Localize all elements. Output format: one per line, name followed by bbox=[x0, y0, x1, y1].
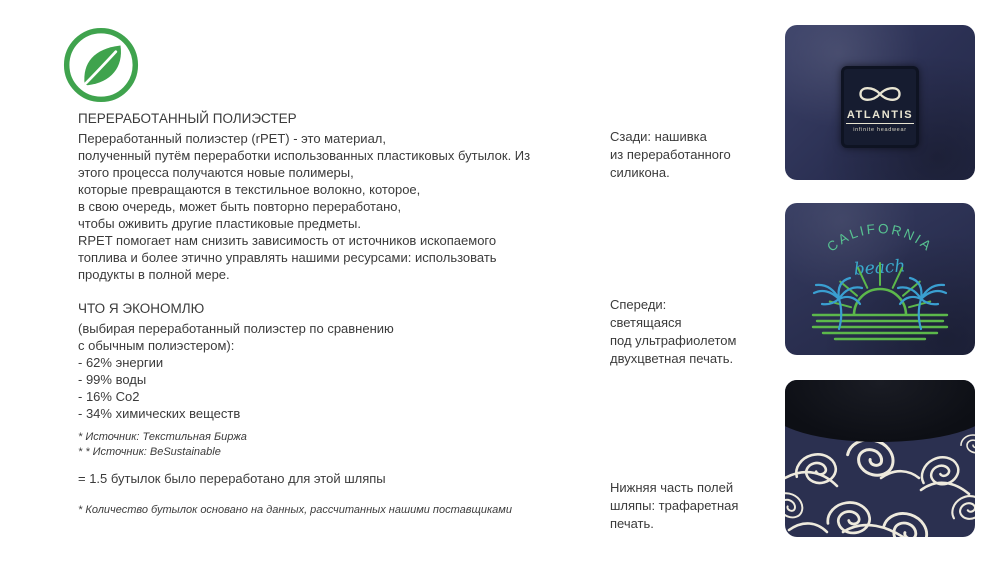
eco-leaf-logo-icon bbox=[62, 26, 140, 104]
annotation-brim-print bbox=[610, 479, 790, 533]
brand-tagline: infinite headwear bbox=[853, 127, 907, 134]
sun-icon bbox=[854, 289, 906, 315]
bottles-recycled-statement: = 1.5 бутылок было переработано для этой шляпы bbox=[78, 471, 386, 486]
leaf-icon bbox=[62, 26, 140, 104]
california-beach-print bbox=[795, 217, 965, 351]
annotation-back-patch bbox=[610, 128, 790, 182]
section-what-i-save bbox=[78, 300, 394, 422]
print-script-text: beach bbox=[853, 255, 907, 280]
atlantis-patch bbox=[841, 66, 919, 148]
text-line: из переработанного bbox=[610, 147, 731, 162]
text-line: печать. bbox=[610, 516, 654, 531]
text-line: (выбирая переработанный полиэстер по сравнению bbox=[78, 321, 394, 336]
text-line: под ультрафиолетом bbox=[610, 333, 737, 348]
section-title: ПЕРЕРАБОТАННЫЙ ПОЛИЭСТЕР bbox=[78, 111, 297, 126]
annotation-front-print bbox=[610, 296, 790, 368]
sun-rays bbox=[830, 263, 930, 307]
savings-item-co2: - 16% Co2 bbox=[78, 389, 140, 404]
source-footnotes bbox=[78, 430, 247, 460]
supplier-data-footnote: * Количество бутылок основано на данных, рассчитанных нашими поставщиками bbox=[78, 504, 512, 516]
text-line: Спереди: bbox=[610, 297, 667, 312]
print-arc-text: CALIFORNIA bbox=[824, 220, 936, 255]
text-line: Нижняя часть полей bbox=[610, 480, 734, 495]
infinity-icon bbox=[853, 81, 907, 107]
section-title: ЧТО Я ЭКОНОМЛЮ bbox=[78, 301, 205, 316]
section-recycled-polyester bbox=[78, 110, 530, 283]
text-line: полученный путём переработки использованных пластиковых бутылок. Из bbox=[78, 148, 531, 163]
text-line: чтобы оживить другие пластиковые предметы. bbox=[78, 216, 361, 231]
text-line: светящаяся bbox=[610, 315, 682, 330]
text-line: топлива и более этично управлять нашими ресурсами: использовать bbox=[78, 250, 497, 265]
text-line: Переработанный полиэстер (rPET) - это материал, bbox=[78, 131, 387, 146]
text-line: продукты в полной мере. bbox=[78, 267, 230, 282]
photo-hat-back bbox=[785, 25, 975, 180]
photo-hat-front bbox=[785, 203, 975, 355]
text-line: этого процесса получаются новые полимеры, bbox=[78, 165, 354, 180]
horizon-lines bbox=[813, 315, 947, 339]
brand-label: ATLANTIS bbox=[846, 109, 914, 124]
photo-hat-brim-underside bbox=[785, 380, 975, 537]
text-line: Сзади: нашивка bbox=[610, 129, 707, 144]
footnote-source-1: * Источник: Текстильная Биржа bbox=[78, 431, 247, 443]
text-line: шляпы: трафаретная bbox=[610, 498, 739, 513]
text-line: в свою очередь, может быть повторно переработано, bbox=[78, 199, 402, 214]
footnote-source-2: * * Источник: BeSustainable bbox=[78, 446, 221, 458]
savings-item-energy: - 62% энергии bbox=[78, 355, 164, 370]
text-line: RPET помогает нам снизить зависимость от источников ископаемого bbox=[78, 233, 497, 248]
text-line: силикона. bbox=[610, 165, 670, 180]
text-line: двухцветная печать. bbox=[610, 351, 734, 366]
savings-item-chemicals: - 34% химических веществ bbox=[78, 406, 241, 421]
text-line: которые превращаются в текстильное волокно, которое, bbox=[78, 182, 421, 197]
hat-crown-band bbox=[785, 380, 975, 442]
savings-item-water: - 99% воды bbox=[78, 372, 147, 387]
text-line: с обычным полиэстером): bbox=[78, 338, 235, 353]
